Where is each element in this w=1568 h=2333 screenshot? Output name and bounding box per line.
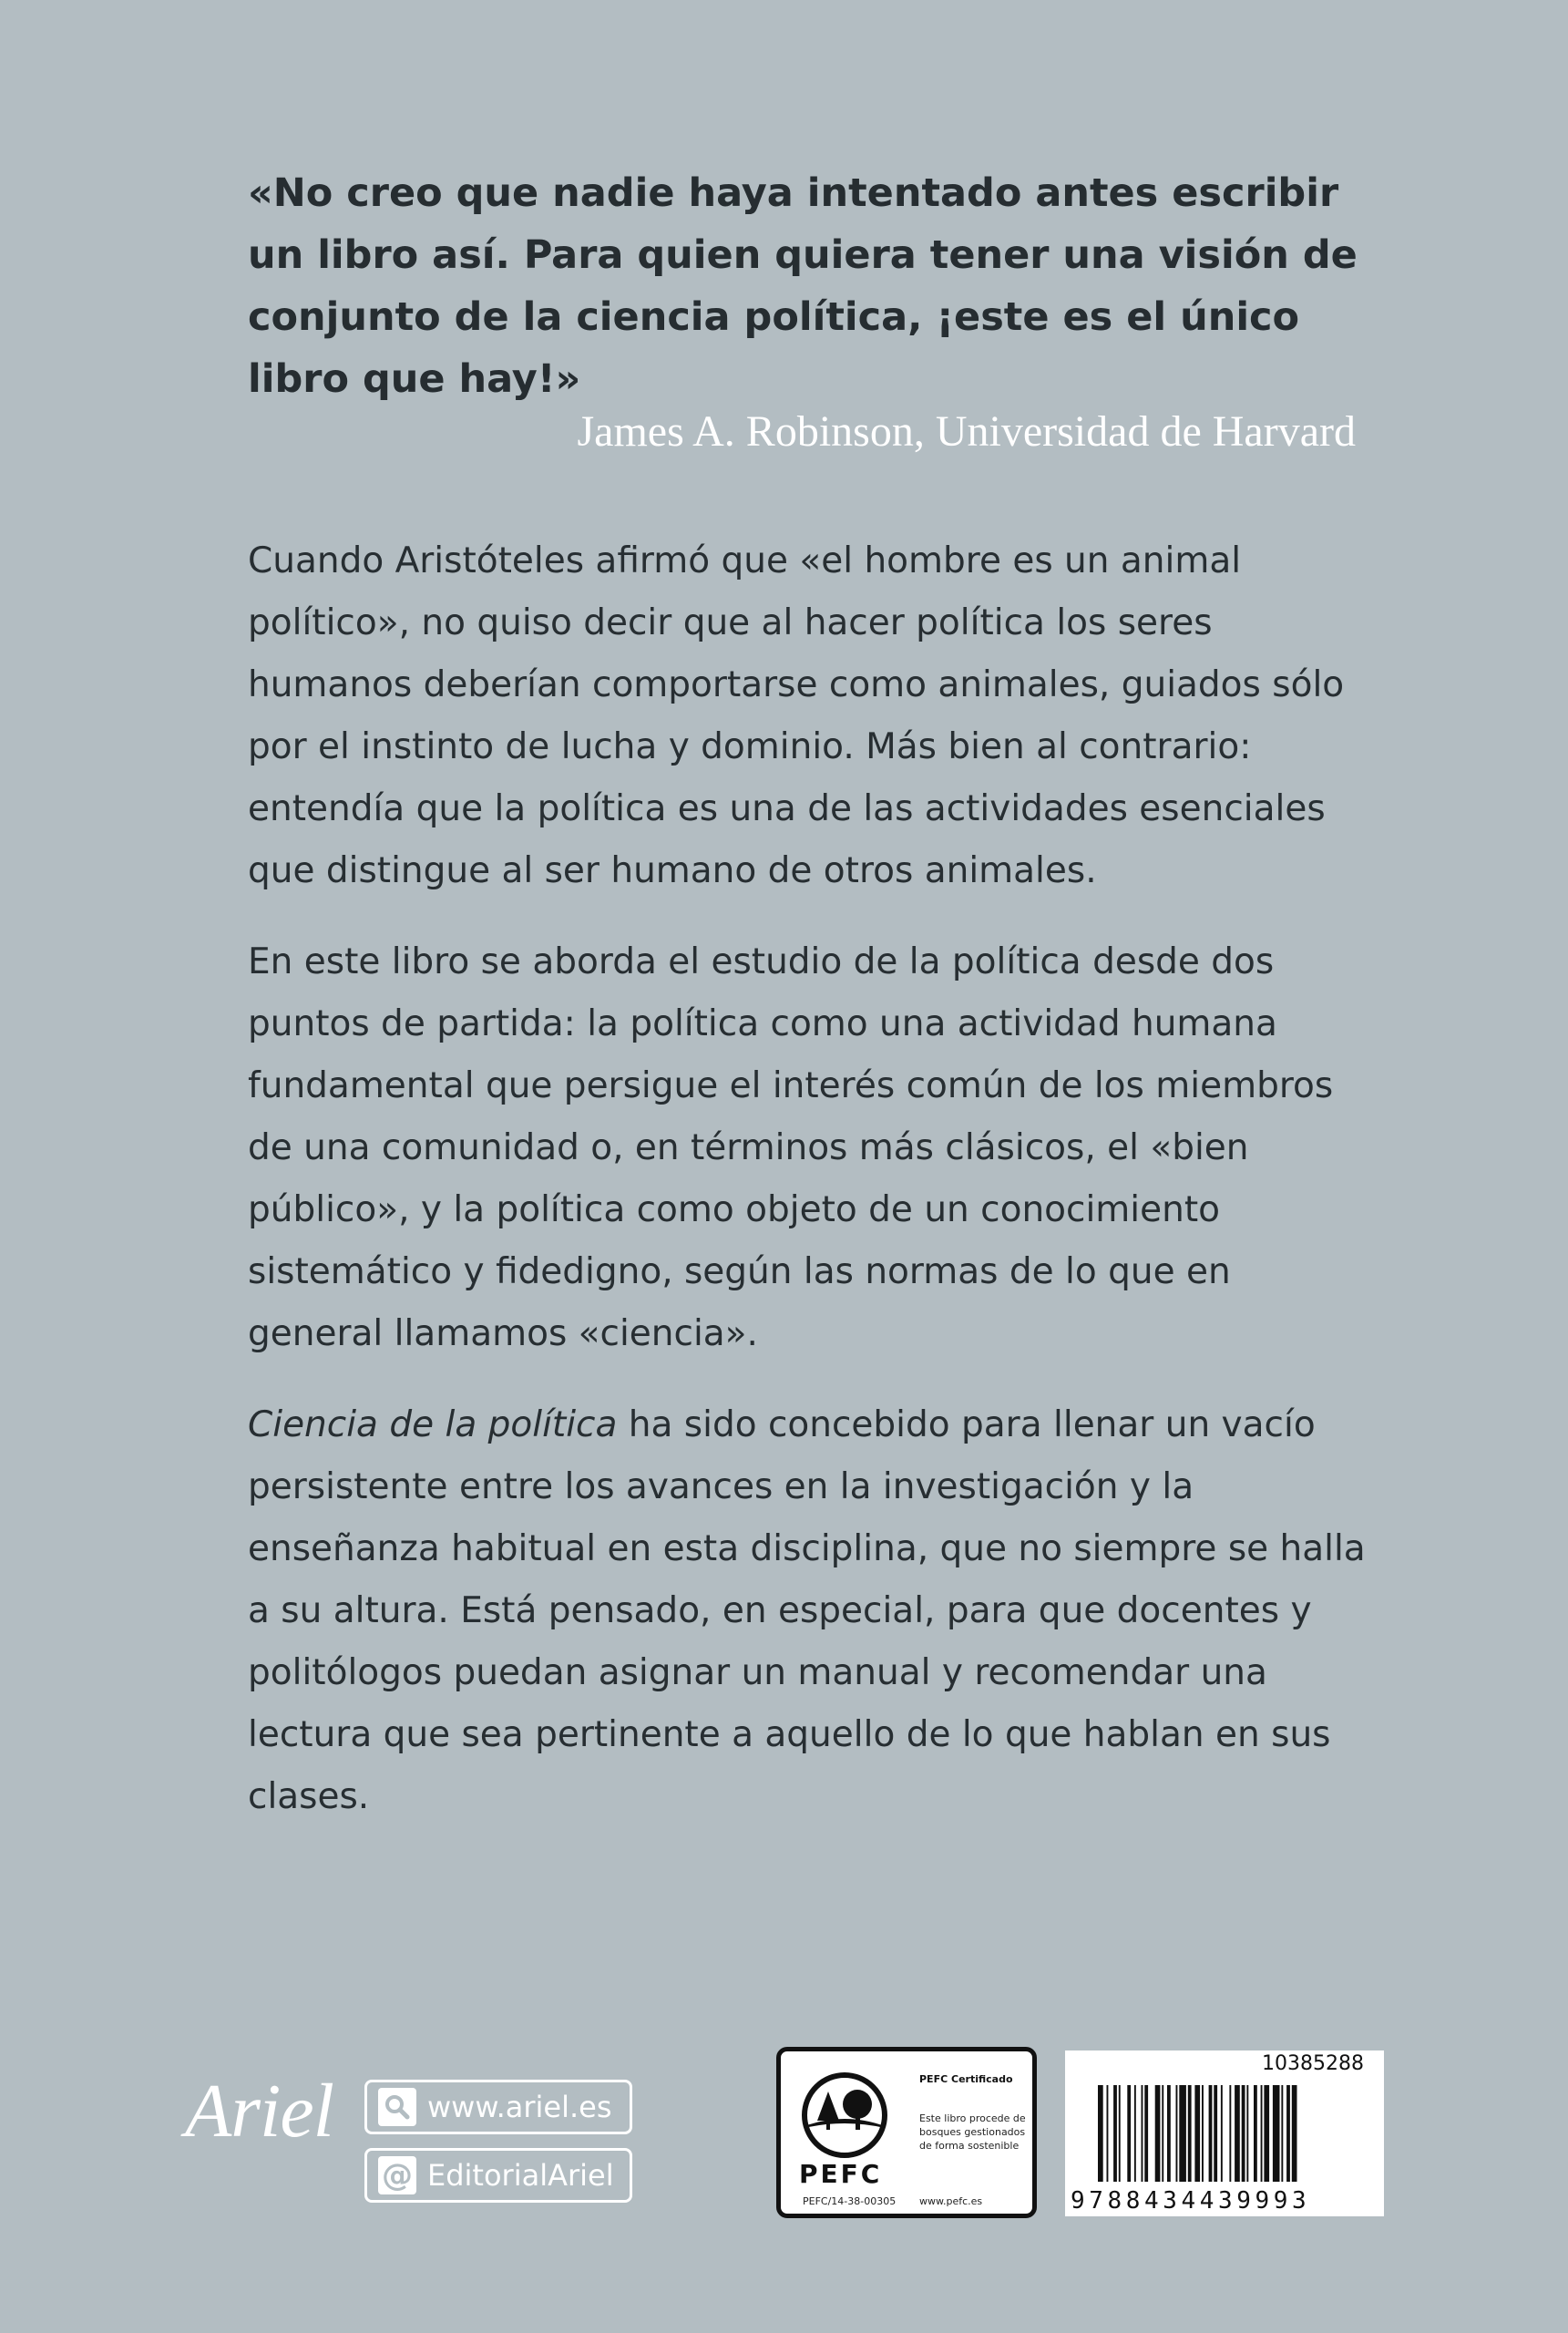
- barcode-bar: [1202, 2085, 1204, 2182]
- endorsement-quote: «No creo que nadie haya intentado antes escribir un libro así. Para quien quiera tener una visión de conjunto de la ciencia política, ¡este es el único libro que hay!»: [248, 170, 1358, 402]
- blurb-paragraph-3: [248, 1394, 1368, 1828]
- barcode-bar: [1261, 2085, 1263, 2182]
- barcode-bar: [1281, 2085, 1283, 2182]
- website-label: www.ariel.es: [427, 2090, 612, 2124]
- barcode-bar: [1162, 2085, 1163, 2182]
- barcode-bar: [1176, 2085, 1178, 2182]
- social-handle-label: EditorialAriel: [427, 2158, 614, 2193]
- website-link[interactable]: [364, 2080, 632, 2134]
- pefc-wordmark: PEFC: [799, 2159, 883, 2189]
- blurb-paragraph-3-text: ha sido concebido para llenar un vacío persistente entre los avances en la investigación y la enseñanza habitual en esta disciplina, que no siempre se halla a su altura. Está pensado, en especial, para que docentes y politólogos puedan asignar un manual y recomendar una lectura que sea pertinente a aquello de lo que hablan en sus clases.: [248, 1404, 1366, 1817]
- barcode-bar: [1098, 2085, 1103, 2182]
- barcode-bar: [1292, 2085, 1297, 2182]
- barcode-bar: [1155, 2085, 1161, 2182]
- barcode-bar: [1229, 2085, 1231, 2182]
- quote-attribution: James A. Robinson, Universidad de Harvard: [577, 407, 1356, 456]
- barcode-bar: [1242, 2085, 1245, 2182]
- barcode-bar: [1194, 2085, 1200, 2182]
- barcode-bar: [1144, 2085, 1148, 2182]
- pefc-website: www.pefc.es: [919, 2195, 983, 2207]
- book-title: Ciencia de la política: [248, 1404, 618, 1445]
- barcode-reference-number: 10385288: [1262, 2052, 1364, 2075]
- social-handle-link[interactable]: [364, 2148, 632, 2203]
- barcode-bar: [1254, 2085, 1257, 2182]
- barcode-bar: [1142, 2085, 1143, 2182]
- barcode-bar: [1113, 2085, 1117, 2182]
- blurb-paragraph-2: En este libro se aborda el estudio de la política desde dos puntos de partida: la política como una actividad humana fundamental que persigue el interés común de los miembros de una comunidad o, en términos más clásicos, el «bien público», y la política como objeto de un conocimiento sistemático y fidedigno, según las normas de lo que en general llamamos «ciencia».: [248, 941, 1334, 1354]
- isbn-barcode: [1065, 2050, 1384, 2216]
- pefc-certification-badge: [776, 2047, 1037, 2218]
- pefc-description: Este libro procede de bosques gestionados de forma sostenible: [919, 2112, 1026, 2152]
- barcode-bar: [1107, 2085, 1109, 2182]
- publisher-logo: Ariel: [185, 2069, 333, 2153]
- pefc-code: PEFC/14-38-00305: [803, 2195, 897, 2207]
- pefc-tree-logo-icon: [801, 2071, 888, 2159]
- blurb-paragraph-1: Cuando Aristóteles afirmó que «el hombre es un animal político», no quiso decir que al hacer política los seres humanos deberían comportarse como animales, guiados sólo por el instinto de lucha y dominio. Más bien al contrario: entendía que la política es una de las actividades esenciales que distingue al ser humano de otros animales.: [248, 540, 1345, 891]
- barcode-bar: [1235, 2085, 1240, 2182]
- barcode-bar: [1286, 2085, 1290, 2182]
- barcode-bar: [1209, 2085, 1213, 2182]
- barcode-bar: [1127, 2085, 1131, 2182]
- search-icon: [378, 2088, 416, 2126]
- barcode-bar: [1167, 2085, 1171, 2182]
- barcode-bar: [1246, 2085, 1248, 2182]
- barcode-bar: [1273, 2085, 1280, 2182]
- barcode-bar: [1119, 2085, 1121, 2182]
- barcode-bar: [1134, 2085, 1136, 2182]
- at-sign-icon: @: [378, 2156, 416, 2194]
- barcode-bar: [1188, 2085, 1192, 2182]
- barcode-bar: [1179, 2085, 1186, 2182]
- barcode-bar: [1264, 2085, 1269, 2182]
- blurb: [248, 530, 1368, 1857]
- pefc-certified-label: PEFC Certificado: [919, 2073, 1013, 2085]
- isbn-number: 9788434439993: [1071, 2187, 1311, 2215]
- barcode-bar: [1221, 2085, 1223, 2182]
- barcode-bar: [1214, 2085, 1217, 2182]
